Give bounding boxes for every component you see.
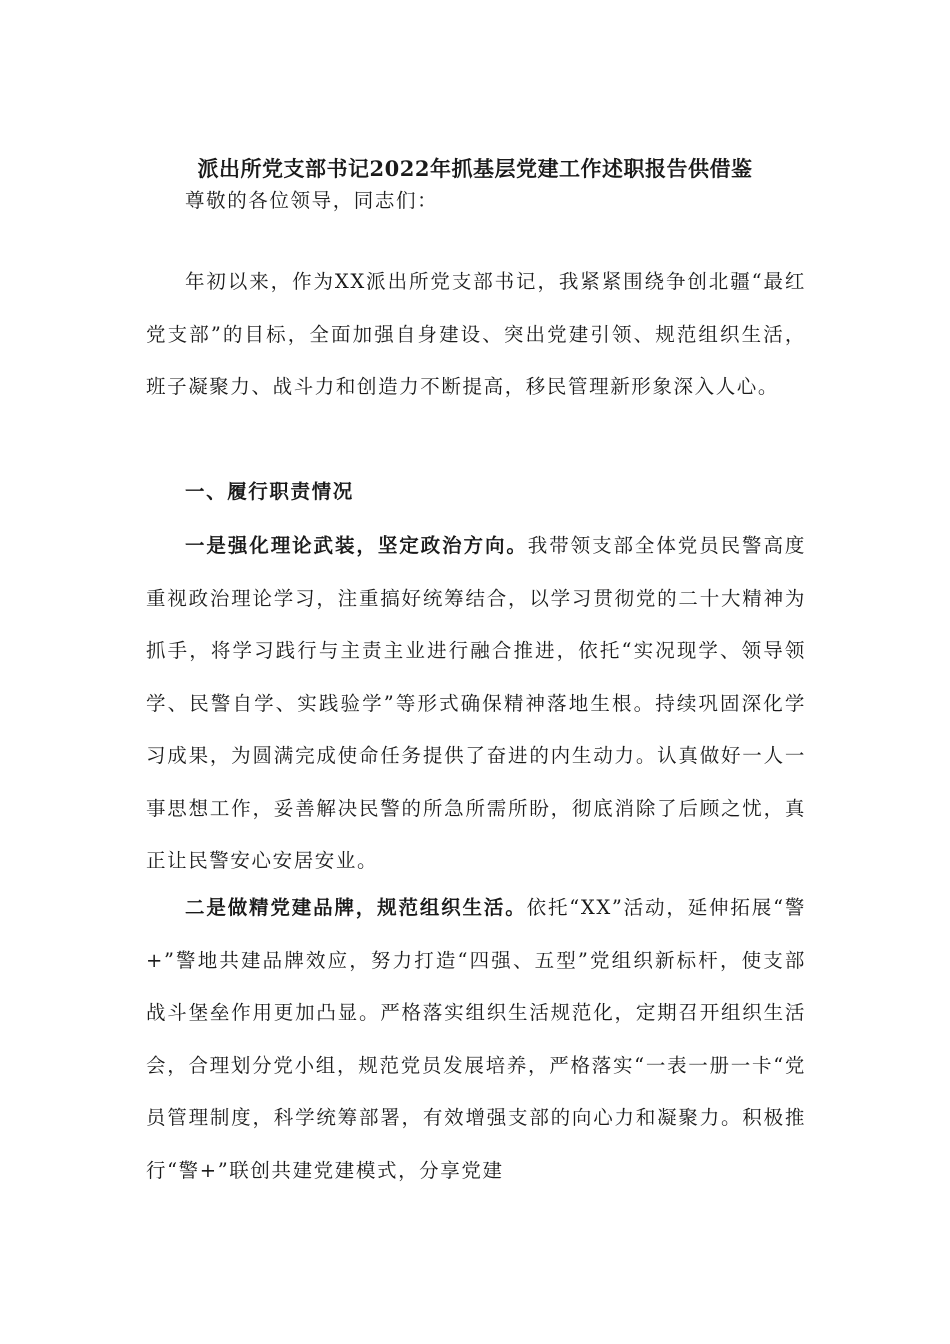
document-title: 派出所党支部书记2022年抓基层党建工作述职报告供借鉴 [197, 156, 753, 181]
paragraph-1 [146, 520, 806, 888]
paragraph-lead: 二是做精党建品牌，规范组织生活。 [185, 896, 527, 919]
paragraph-lead: 一是强化理论武装，坚定政治方向。 [185, 534, 528, 557]
greeting: 尊敬的各位领导，同志们： [185, 189, 439, 212]
paragraph-text: 我带领支部全体党员民警高度重视政治理论学习，注重搞好统筹结合，以学习贯彻党的二十大精神为抓手，将学习践行与主责主业进行融合推进，依托“实况现学、领导领学、民警自学、实践验学”等形式确保精神落地生根。持续巩固深化学习成果，为圆满完成使命任务提供了奋进的内生动力。认真做好一人一事思想工作，妥善解决民警的所急所需所盼，彻底消除了后顾之忧，真正让民警安心安居安业。 [146, 534, 806, 872]
paragraph-2 [146, 882, 806, 1197]
paragraph-intro: 年初以来，作为XX派出所党支部书记，我紧紧围绕争创北疆“最红党支部”的目标，全面加强自身建设、突出党建引领、规范组织生活，班子凝聚力、战斗力和创造力不断提高，移民管理新形象深入人心。 [146, 270, 806, 398]
paragraph-text: 依托“XX”活动，延伸拓展“警+”警地共建品牌效应，努力打造“四强、五型”党组织新标杆，使支部战斗堡垒作用更加凸显。严格落实组织生活规范化，定期召开组织生活会，合理划分党小组，规范党员发展培养，严格落实“一表一册一卡“党员管理制度，科学统筹部署，有效增强支部的向心力和凝聚力。积极推行“警+”联创共建党建模式，分享党建 [146, 896, 807, 1182]
section-heading: 一、履行职责情况 [185, 480, 354, 503]
